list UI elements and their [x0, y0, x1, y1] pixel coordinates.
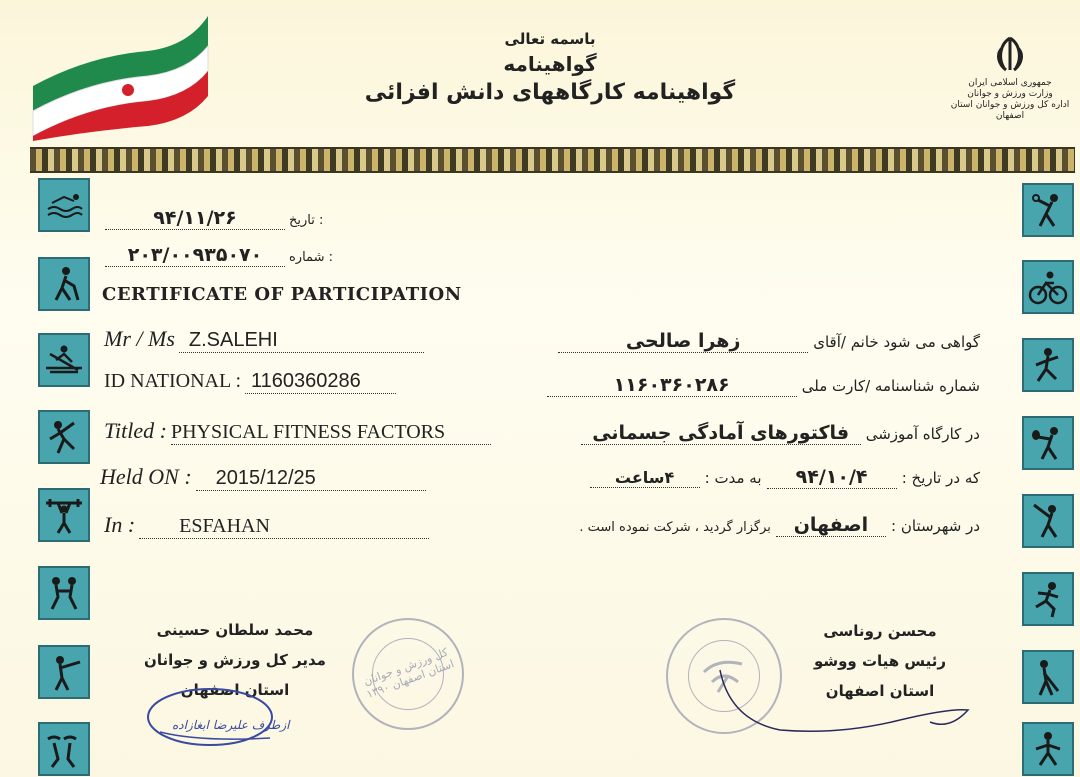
hockey-icon: [38, 257, 90, 311]
name-row-en: [104, 326, 424, 353]
running-icon: [1022, 572, 1074, 626]
left-handwritten-signature: [140, 672, 340, 752]
number-row: [105, 244, 365, 267]
left-signer-title: مدیر کل ورزش و جوانان: [144, 651, 326, 669]
judo-icon: [1022, 722, 1074, 776]
id-value-en: 1160360286: [245, 370, 396, 394]
held-label-en: Held ON :: [100, 464, 192, 489]
header: [300, 30, 800, 105]
certificate-title-fa: گواهینامه: [503, 52, 597, 76]
name-value-en: Z.SALEHI: [179, 329, 424, 353]
gymnastics-icon: [38, 410, 90, 464]
ministry-emblem: [950, 34, 1070, 122]
name-row-fa: [520, 330, 980, 353]
tennis-icon: [1022, 183, 1074, 237]
id-row-fa: [520, 374, 980, 397]
held-date-value-fa: ۹۴/۱۰/۴: [767, 466, 897, 489]
number-label: شماره :: [289, 250, 333, 265]
titled-label-en: Titled :: [104, 418, 167, 443]
city-label-fa: در شهرستان :: [891, 517, 980, 535]
titled-row-en: [104, 418, 491, 445]
right-signer-region: استان اصفهان: [825, 682, 935, 700]
left-signer-name: محمد سلطان حسینی: [156, 621, 314, 639]
ministry-line-1: جمهوری اسلامی ایران: [968, 78, 1052, 88]
workshop-label-fa: در کارگاه آموزشی: [865, 425, 980, 443]
in-label-en: In :: [104, 512, 136, 537]
left-handwritten-text: ازطرف علیرضا ابغازاده: [172, 718, 290, 732]
workshop-value-fa: فاکتورهای آمادگی جسمانی: [581, 422, 861, 445]
iran-flag-icon: [28, 16, 213, 141]
right-signer-title: رئیس هیات ووشو: [813, 652, 947, 670]
id-label-en: ID NATIONAL :: [104, 370, 242, 392]
weightlifting-icon: [38, 488, 90, 542]
sport-icon: [38, 722, 90, 776]
right-signer-name: محسن روناسی: [823, 622, 937, 640]
titled-value-en: PHYSICAL FITNESS FACTORS: [171, 421, 491, 445]
left-signer-region: استان اصفهان: [180, 681, 290, 699]
name-label-en: Mr / Ms: [104, 326, 175, 351]
date-row-fa: [520, 466, 980, 489]
table-tennis-icon: [1022, 416, 1074, 470]
duration-value-fa: ۴ساعت: [590, 468, 700, 488]
held-value-en: 2015/12/25: [196, 467, 426, 491]
ministry-line-3: اداره کل ورزش و جوانان استان اصفهان: [950, 100, 1070, 121]
left-stamp: [352, 618, 464, 730]
basmala: باسمه تعالی: [504, 30, 596, 48]
held-row-en: [100, 464, 426, 491]
certificate-title-en: CERTIFICATE OF PARTICIPATION: [102, 284, 462, 305]
workshop-row-fa: [520, 422, 980, 445]
certificate-subtitle-fa: گواهینامه کارگاههای دانش افزائی: [364, 80, 736, 105]
right-handwritten-signature: [700, 660, 980, 740]
rowing-icon: [38, 333, 90, 387]
held-date-label-fa: که در تاریخ :: [901, 469, 980, 487]
left-stamp-text: کل ورزش و جوانان استان اصفهان ۱۳۹۰: [361, 645, 456, 701]
name-value-fa: زهرا صالحی: [558, 330, 808, 353]
decorative-border: [30, 147, 1075, 173]
ministry-line-2: وزارت ورزش و جوانان: [967, 89, 1053, 99]
athletics-icon: [1022, 338, 1074, 392]
date-row: [105, 207, 345, 230]
city-suffix-fa: برگزار گردید ، شرکت نموده است .: [579, 520, 771, 535]
id-label-fa: شماره شناسنامه /کارت ملی: [801, 377, 980, 395]
date-value: ۹۴/۱۱/۲۶: [105, 207, 285, 230]
in-row-en: [104, 512, 429, 539]
city-value-fa: اصفهان: [776, 514, 886, 537]
fencing-icon: [1022, 494, 1074, 548]
id-row-en: [104, 370, 396, 394]
golf-icon: [1022, 650, 1074, 704]
duration-label-fa: به مدت :: [704, 469, 762, 487]
in-value-en: ESFAHAN: [139, 515, 429, 539]
city-row-fa: [520, 514, 980, 537]
wrestling-icon: [38, 566, 90, 620]
id-value-fa: ۱۱۶۰۳۶۰۲۸۶: [547, 374, 797, 397]
cycling-icon: [1022, 260, 1074, 314]
date-label: تاریخ :: [289, 213, 324, 228]
name-label-fa: گواهی می شود خانم /آقای: [813, 333, 980, 351]
swimming-icon: [38, 178, 90, 232]
number-value: ۲۰۳/۰۰۹۳۵۰۷۰: [105, 244, 285, 267]
shooting-icon: [38, 645, 90, 699]
iran-emblem-icon: [988, 34, 1032, 74]
